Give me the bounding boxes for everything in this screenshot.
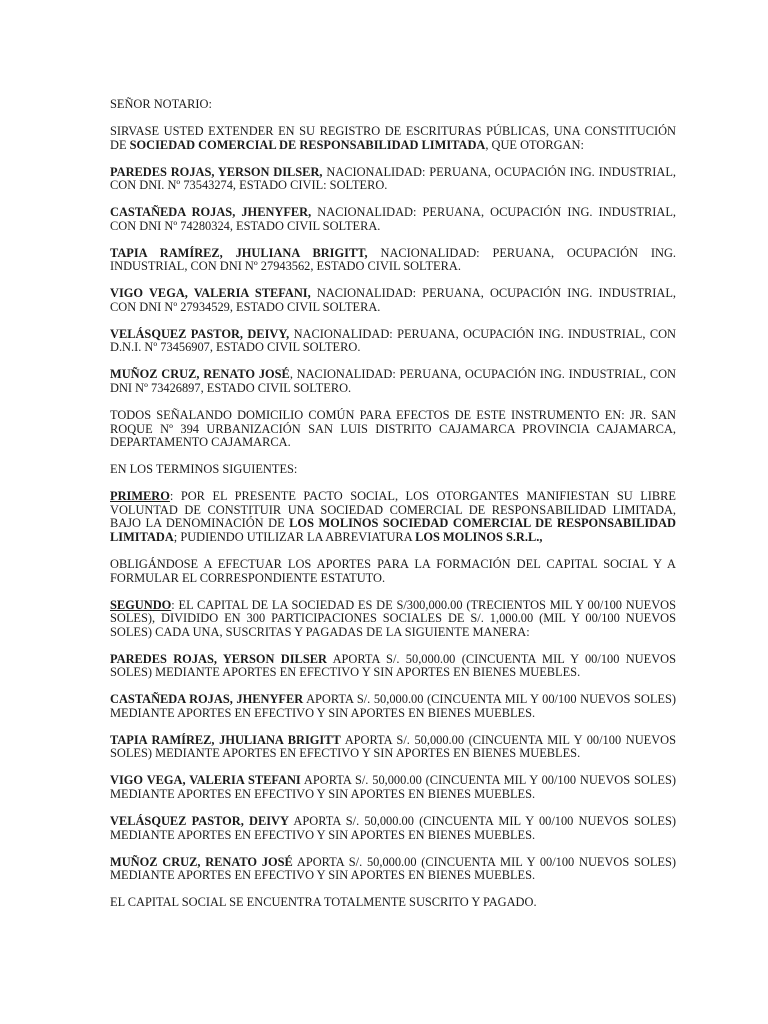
company-abbreviation: LOS MOLINOS S.R.L.,: [415, 529, 543, 544]
contributor-name: PAREDES ROJAS, YERSON DILSER: [110, 651, 327, 666]
partner-details: NACIONALIDAD: PERUANA, OCUPACIÓN ING. INDUSTRIAL, CON DNI Nº 74280324, ESTADO CIVIL SOLTERA.: [110, 205, 676, 233]
document-page: [110, 98, 676, 923]
partner-name: PAREDES ROJAS, YERSON DILSER,: [110, 164, 323, 179]
partner-paragraph: [110, 247, 676, 274]
contributor-name: MUÑOZ CRUZ, RENATO JOSÉ: [110, 854, 293, 869]
terms-intro: EN LOS TERMINOS SIGUIENTES:: [110, 462, 298, 477]
contribution-paragraph: [110, 734, 676, 761]
contributor-name: VELÁSQUEZ PASTOR, DEIVY: [110, 814, 289, 829]
domicile-paragraph: TODOS SEÑALANDO DOMICILIO COMÚN PARA EFECTOS DE ESTE INSTRUMENTO EN: JR. SAN ROQUE Nº 394 URBANIZACIÓN SAN LUIS DISTRITO CAJAMARCA PROVINCIA CAJAMARCA, DEPARTAMENTO CAJAMARCA.: [110, 408, 676, 450]
clause-text: : POR EL PRESENTE PACTO SOCIAL, LOS OTORGANTES MANIFIESTAN SU LIBRE VOLUNTAD DE CONSTITUIR UNA SOCIEDAD COMERCIAL DE RESPONSABILIDAD LIMITADA, BAJO LA DENOMINACIÓN DE: [110, 489, 676, 531]
contribution-paragraph: [110, 693, 676, 720]
contribution-paragraph: [110, 653, 676, 680]
partner-name: VIGO VEGA, VALERIA STEFANI,: [110, 286, 311, 301]
partner-paragraph: [110, 368, 676, 395]
clause-primero: [110, 490, 676, 544]
intro-end: , QUE OTORGAN:: [485, 137, 584, 152]
partner-details: NACIONALIDAD: PERUANA, OCUPACIÓN ING. INDUSTRIAL, CON DNI. Nº 73543274, ESTADO CIVIL: SOLTERO.: [110, 164, 677, 193]
partner-details: NACIONALIDAD: PERUANA, OCUPACIÓN ING. INDUSTRIAL, CON DNI Nº 27934529, ESTADO CIVIL SOLTERA.: [110, 286, 676, 314]
contribution-paragraph: [110, 815, 676, 842]
clause-label: SEGUNDO: [110, 597, 172, 612]
contributor-name: VIGO VEGA, VALERIA STEFANI: [110, 773, 301, 788]
contribution-details: APORTA S/. 50,000.00 (CINCUENTA MIL Y 00/100 NUEVOS SOLES) MEDIANTE APORTES EN EFECTIVO Y SIN APORTES EN BIENES MUEBLES.: [110, 651, 676, 680]
partner-details: , NACIONALIDAD: PERUANA, OCUPACIÓN ING. INDUSTRIAL, CON DNI Nº 73426897, ESTADO CIVIL SOLTERO.: [110, 367, 676, 396]
contribution-paragraph: [110, 856, 676, 883]
clause-text: : EL CAPITAL DE LA SOCIEDAD ES DE S/300,000.00 (TRECIENTOS MIL Y 00/100 NUEVOS SOLES), DIVIDIDO EN 300 PARTICIPACIONES SOCIALES DE S/. 1,000.00 (MIL Y 00/100 NUEVOS SOLES) CADA UNA, SUSCRITAS Y PAGADAS DE LA SIGUIENTE MANERA:: [110, 597, 676, 639]
partner-details: NACIONALIDAD: PERUANA, OCUPACIÓN ING. INDUSTRIAL, CON DNI Nº 27943562, ESTADO CIVIL SOLTERA.: [110, 245, 676, 274]
contribution-details: APORTA S/. 50,000.00 (CINCUENTA MIL Y 00/100 NUEVOS SOLES) MEDIANTE APORTES EN EFECTIVO Y SIN APORTES EN BIENES MUEBLES.: [110, 732, 676, 761]
contribution-details: APORTA S/. 50,000.00 (CINCUENTA MIL Y 00/100 NUEVOS SOLES) MEDIANTE APORTES EN EFECTIVO Y SIN APORTES EN BIENES MUEBLES.: [110, 814, 676, 842]
partner-details: NACIONALIDAD: PERUANA, OCUPACIÓN ING. INDUSTRIAL, CON D.N.I. Nº 73456907, ESTADO CIVIL SOLTERO.: [110, 326, 676, 355]
partner-paragraph: [110, 206, 676, 233]
partner-paragraph: [110, 166, 676, 193]
intro-paragraph: [110, 125, 676, 152]
contributor-name: TAPIA RAMÍREZ, JHULIANA BRIGITT: [110, 732, 341, 747]
partner-paragraph: [110, 287, 676, 314]
salutation: SEÑOR NOTARIO:: [110, 97, 212, 111]
contribution-paragraph: [110, 774, 676, 801]
partner-name: CASTAÑEDA ROJAS, JHENYFER,: [110, 205, 312, 220]
contribution-details: APORTA S/. 50,000.00 (CINCUENTA MIL Y 00/100 NUEVOS SOLES) MEDIANTE APORTES EN EFECTIVO Y SIN APORTES EN BIENES MUEBLES.: [110, 692, 676, 720]
contribution-details: APORTA S/. 50,000.00 (CINCUENTA MIL Y 00/100 NUEVOS SOLES) MEDIANTE APORTES EN EFECTIVO Y SIN APORTES EN BIENES MUEBLES.: [110, 854, 676, 883]
company-name: LOS MOLINOS SOCIEDAD COMERCIAL DE RESPONSABILIDAD LIMITADA: [110, 516, 676, 544]
closing-paragraph: EL CAPITAL SOCIAL SE ENCUENTRA TOTALMENTE SUSCRITO Y PAGADO.: [110, 895, 537, 910]
clause-label: PRIMERO: [110, 489, 170, 504]
intro-text: SIRVASE USTED EXTENDER EN SU REGISTRO DE ESCRITURAS PÚBLICAS, UNA CONSTITUCIÓN DE: [110, 123, 676, 152]
clause-text: ; PUDIENDO UTILIZAR LA ABREVIATURA: [173, 529, 416, 544]
partner-name: MUÑOZ CRUZ, RENATO JOSÉ: [110, 367, 290, 382]
clause-segundo: [110, 599, 676, 640]
obligation-paragraph: OBLIGÁNDOSE A EFECTUAR LOS APORTES PARA LA FORMACIÓN DEL CAPITAL SOCIAL Y A FORMULAR EL CORRESPONDIENTE ESTATUTO.: [110, 556, 676, 585]
partner-paragraph: [110, 328, 676, 355]
contributor-name: CASTAÑEDA ROJAS, JHENYFER: [110, 692, 304, 707]
contribution-details: APORTA S/. 50,000.00 (CINCUENTA MIL Y 00/100 NUEVOS SOLES) MEDIANTE APORTES EN EFECTIVO Y SIN APORTES EN BIENES MUEBLES.: [110, 773, 676, 802]
partner-name: VELÁSQUEZ PASTOR, DEIVY,: [110, 326, 290, 341]
partner-name: TAPIA RAMÍREZ, JHULIANA BRIGITT,: [110, 245, 368, 260]
company-type: SOCIEDAD COMERCIAL DE RESPONSABILIDAD LIMITADA: [129, 137, 486, 152]
